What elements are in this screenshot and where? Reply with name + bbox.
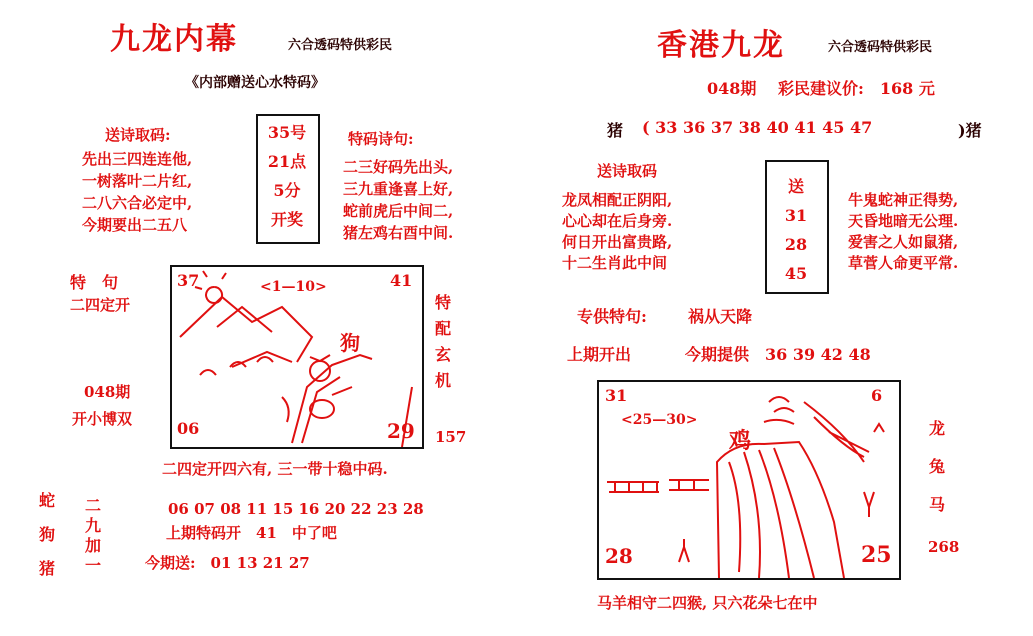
left-issue: 048期 — [84, 383, 131, 401]
poem-line: 先出三四连连他, — [82, 150, 193, 168]
poem-line: 龙凤相配正阴阳, — [562, 191, 673, 209]
poem-line: 二八六合必定中, — [82, 194, 193, 212]
box-line: 35号 — [267, 123, 307, 142]
poem-line: 二三好码先出头, — [343, 158, 454, 176]
right-gift-box-text — [765, 172, 827, 288]
left-banner: 《内部赠送心水特码》 — [185, 75, 325, 91]
pic-corner-tl: 31 — [605, 386, 628, 405]
right-poem-right-lines — [848, 190, 958, 274]
box-line: 31 — [784, 206, 808, 225]
left-last-special: 上期特码开 41 中了吧 — [166, 524, 337, 542]
right-this-provide: 今期提供 36 39 42 48 — [685, 345, 871, 364]
pic-range: <25—30> — [621, 412, 698, 428]
side-char: 机 — [434, 371, 451, 390]
right-pig-label-right: )猪 — [958, 121, 982, 140]
pic-corner-br: 25 — [861, 542, 892, 568]
right-price: 彩民建议价: 168 元 — [778, 79, 935, 98]
right-special-label: 专供特句: — [577, 307, 647, 326]
left-draw-time-text — [256, 118, 318, 234]
right-poem-gift-label: 送诗取码 — [597, 162, 658, 180]
left-poem-code-label: 特码诗句: — [348, 130, 414, 148]
right-special-value: 祸从天降 — [688, 307, 753, 326]
left-te-ju-value: 二四定开 — [70, 296, 131, 314]
pic-corner-tr: 41 — [390, 271, 413, 290]
right-side-number: 268 — [928, 538, 960, 556]
zodiac-char: 蛇 — [38, 491, 55, 510]
box-line: 开奖 — [270, 210, 303, 229]
right-subtitle: 六合透码特供彩民 — [828, 40, 933, 55]
pic-corner-tl: 37 — [177, 271, 200, 290]
left-poem-gift-lines — [82, 148, 192, 236]
poem-line: 一树落叶二片红, — [82, 172, 193, 190]
right-pig-label-left: 猪 — [607, 121, 624, 140]
zodiac-char: 猪 — [38, 559, 55, 578]
left-summary-line: 二四定开四六有, 三一带十稳中码. — [162, 460, 388, 478]
poem-line: 草菅人命更平常. — [848, 254, 959, 272]
side-char: 玄 — [434, 345, 451, 364]
poem-line: 十二生肖此中间 — [562, 254, 668, 272]
box-line: 45 — [784, 264, 808, 283]
pic-corner-br: 29 — [387, 419, 415, 443]
side-char: 兔 — [928, 457, 945, 476]
left-number-list: 06 07 08 11 15 16 20 22 23 28 — [168, 500, 424, 518]
right-drawing — [597, 380, 901, 580]
left-subtitle: 六合透码特供彩民 — [288, 38, 393, 53]
left-poem-code-lines — [343, 156, 453, 244]
poem-line: 天昏地暗无公理. — [848, 212, 959, 230]
left-side-chars — [430, 290, 456, 394]
pic-chicken: 鸡 — [729, 428, 752, 454]
poem-line: 三九重逢喜上好, — [343, 180, 454, 198]
side-char: 龙 — [928, 419, 945, 438]
right-poem-left-lines — [562, 190, 672, 274]
left-this-issue: 今期送: 01 13 21 27 — [145, 554, 310, 572]
pic-corner-bl: 28 — [605, 544, 633, 568]
pic-corner-tr: 6 — [871, 386, 883, 405]
poem-line: 今期要出二五八 — [82, 216, 188, 234]
poem-line: 心心却在后身旁. — [562, 212, 673, 230]
left-te-ju-label: 特 句 — [70, 273, 119, 292]
poem-line: 牛鬼蛇神正得势, — [848, 191, 959, 209]
poem-line: 猪左鸡右酉中间. — [343, 224, 454, 242]
poem-line: 何日开出富贵路, — [562, 233, 673, 251]
zodiac-char: 狗 — [38, 525, 55, 544]
right-side-chars — [924, 410, 950, 524]
mid-char: 加 — [84, 536, 101, 555]
right-issue: 048期 — [707, 79, 757, 98]
mid-char: 一 — [84, 556, 101, 575]
right-pig-numbers: ( 33 36 37 38 40 41 45 47 — [642, 118, 873, 137]
pic-dog: 狗 — [340, 331, 360, 355]
box-line: 5分 — [273, 181, 301, 200]
side-char: 配 — [434, 319, 451, 338]
left-mid-column — [80, 496, 106, 576]
pic-range: <1—10> — [260, 279, 327, 295]
pic-corner-bl: 06 — [177, 419, 200, 438]
left-zodiac-column — [34, 484, 60, 586]
box-line: 送 — [787, 177, 804, 196]
poem-line: 蛇前虎后中间二, — [343, 202, 454, 220]
mid-char: 二 — [84, 496, 101, 515]
box-line: 28 — [784, 235, 808, 254]
right-last-open-label: 上期开出 — [567, 345, 632, 364]
left-title: 九龙内幕 — [110, 22, 238, 57]
side-char: 马 — [928, 495, 945, 514]
mid-char: 九 — [84, 516, 101, 535]
left-side-number: 157 — [435, 428, 467, 446]
left-issue-hint: 开小博双 — [72, 410, 133, 428]
left-drawing — [170, 265, 424, 449]
side-char: 特 — [434, 293, 451, 312]
box-line: 21点 — [267, 152, 307, 171]
right-title: 香港九龙 — [657, 28, 785, 63]
left-poem-gift-label: 送诗取码: — [105, 126, 171, 144]
poem-line: 爱害之人如鼠猪, — [848, 233, 959, 251]
right-bottom-line: 马羊相守二四猴, 只六花朵七在中 — [597, 594, 818, 612]
